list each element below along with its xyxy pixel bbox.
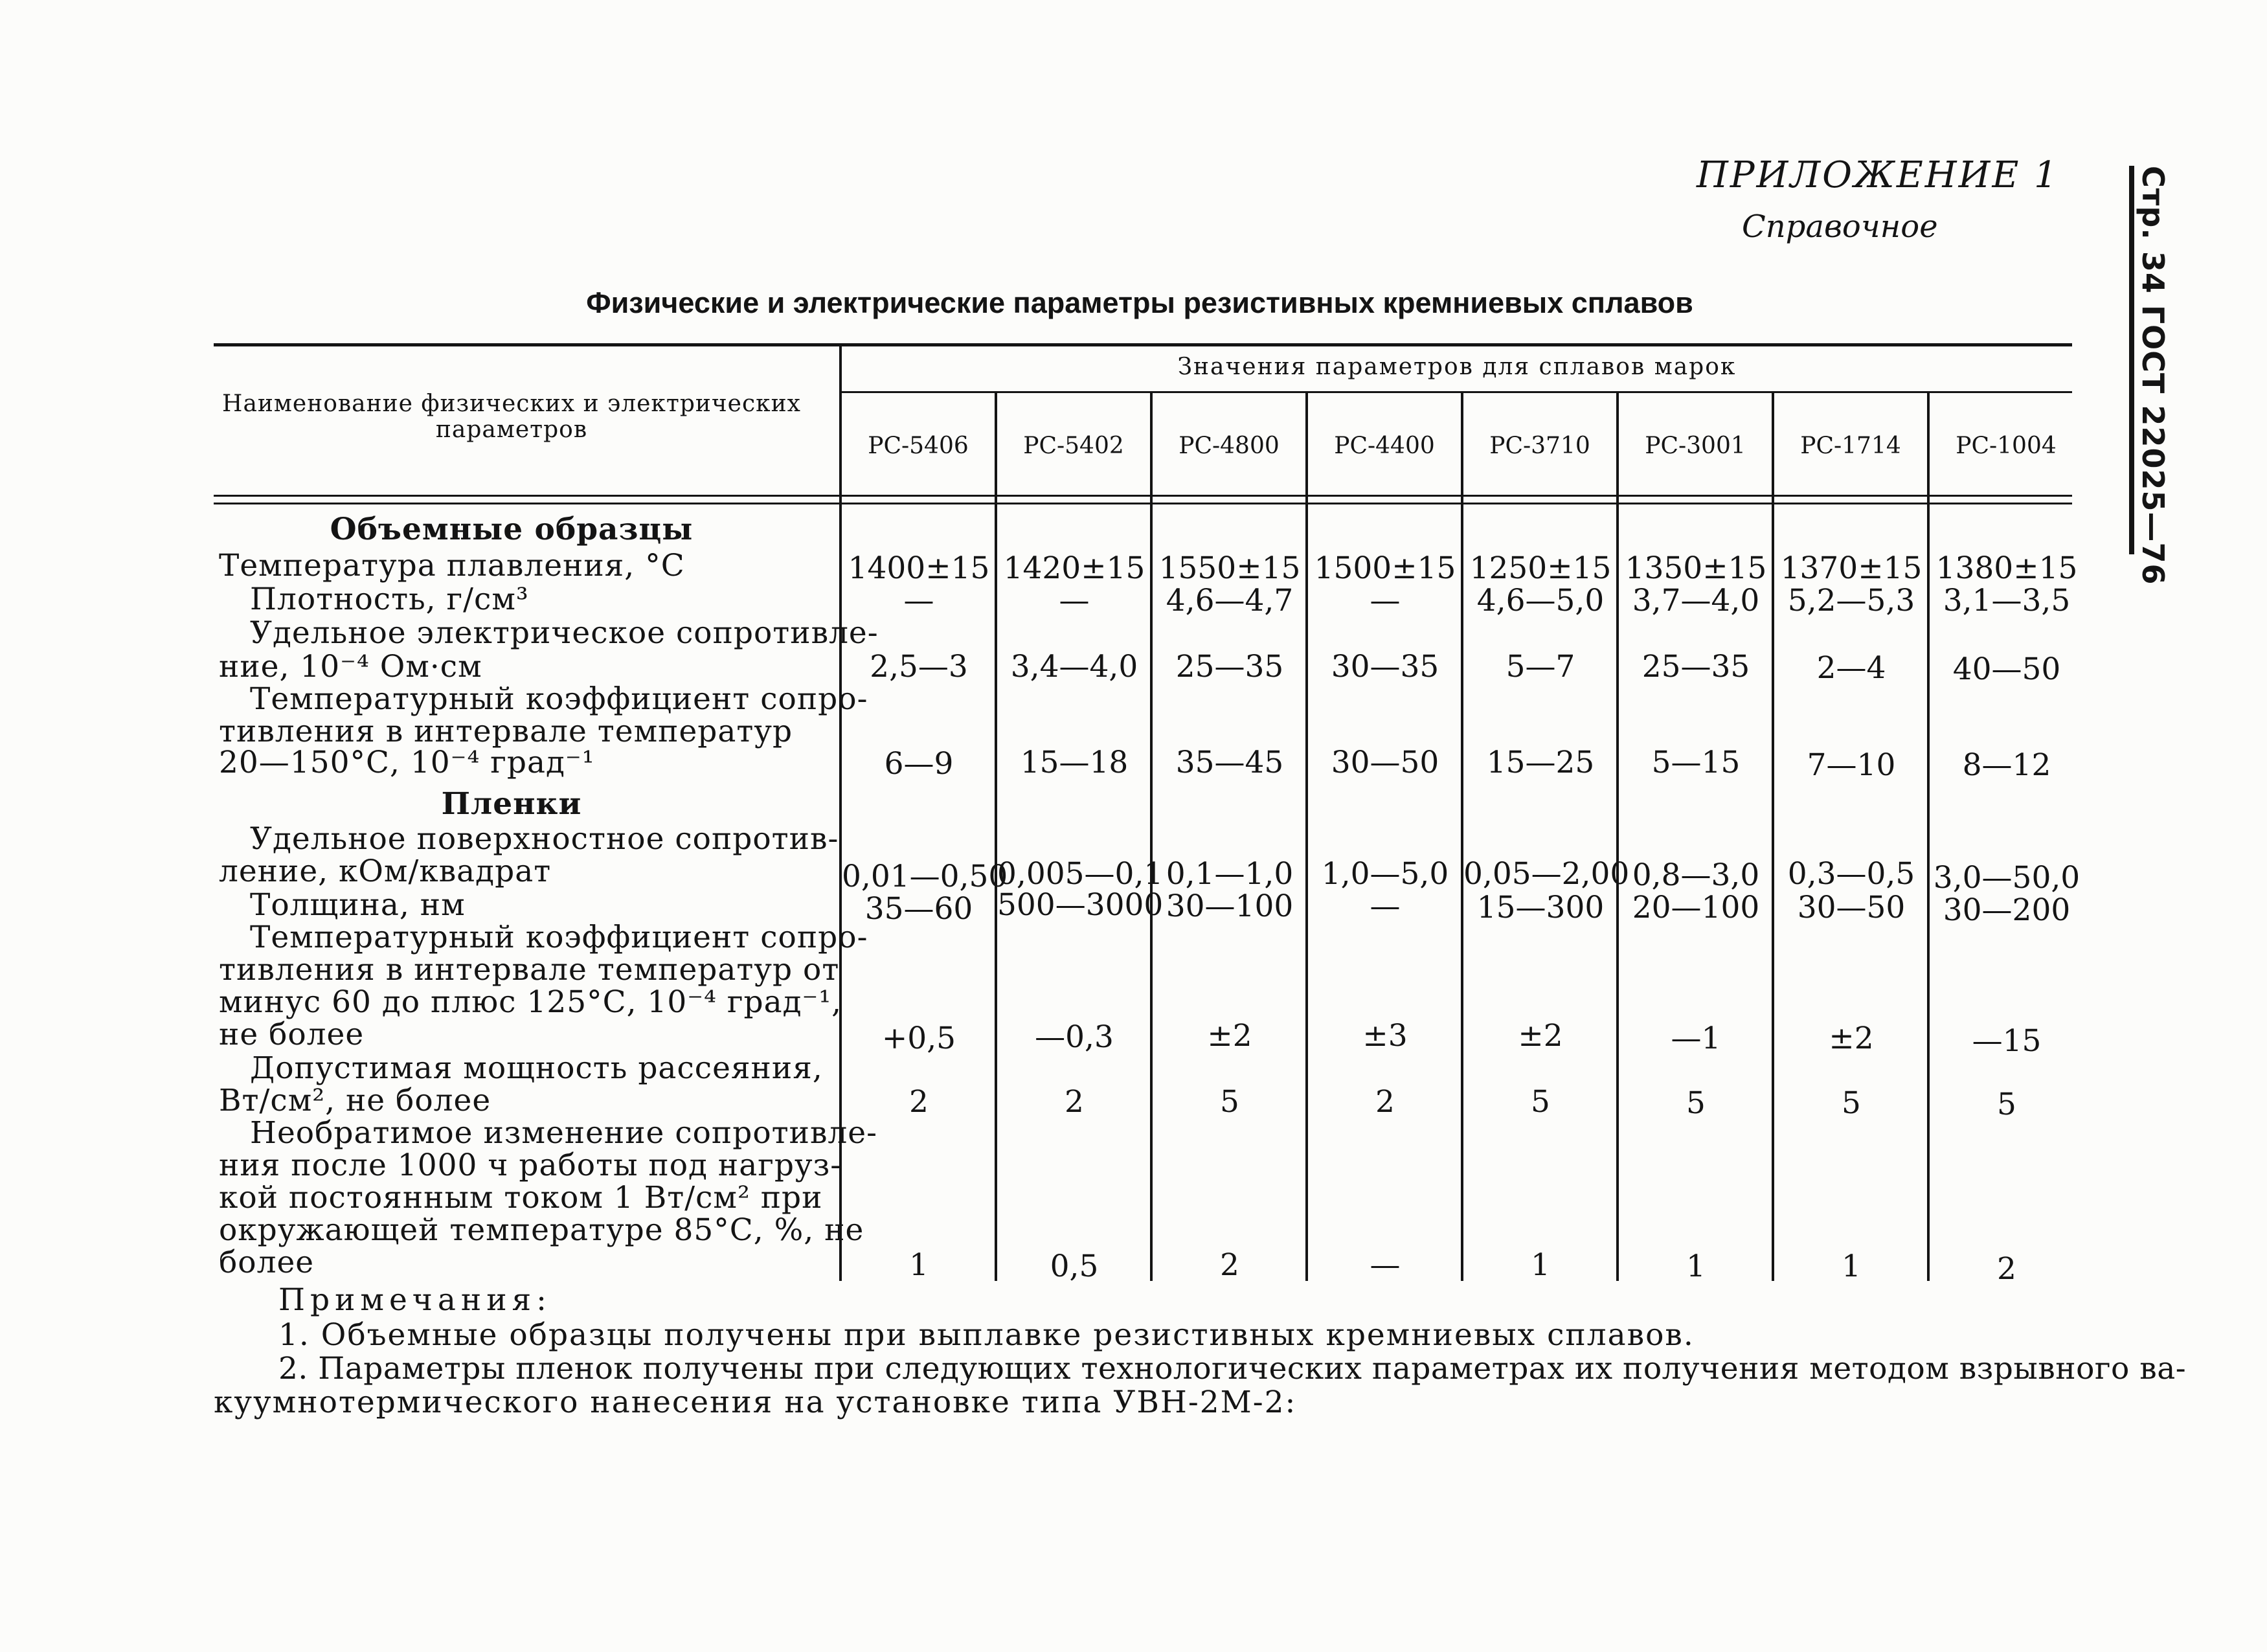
value-cell: 2 (1997, 1251, 2016, 1287)
value-cell: 35—45 (1175, 745, 1284, 780)
value-cell: 40—50 (1952, 651, 2061, 687)
param-label: ние, 10⁻⁴ Ом·см (219, 649, 482, 685)
section-heading-bulk: Объемные образцы (330, 512, 694, 547)
value-cell: 0,3—0,5 (1787, 856, 1915, 892)
header-name-column: Наименование физических и электрических параметров (222, 390, 801, 443)
value-cell: 0,1—1,0 (1166, 856, 1294, 892)
value-cell: 1550±15 (1158, 550, 1301, 586)
value-cell: 1350±15 (1625, 550, 1767, 586)
value-cell: 3,7—4,0 (1632, 583, 1760, 618)
alloy-header: РС-1004 (1956, 433, 2057, 459)
alloy-header: РС-4800 (1179, 433, 1280, 459)
value-cell: 1380±15 (1935, 550, 2078, 586)
value-cell: 30—50 (1797, 890, 1906, 925)
alloy-header: РС-5402 (1023, 433, 1124, 459)
param-label: Удельное электрическое сопротивле- (250, 615, 879, 651)
value-cell: 1 (1531, 1247, 1550, 1283)
value-cell: 1370±15 (1780, 550, 1923, 586)
col-sep (1150, 391, 1153, 1281)
value-cell: ±3 (1362, 1018, 1408, 1054)
value-cell: 5 (1997, 1087, 2016, 1122)
value-cell: 5 (1842, 1085, 1861, 1121)
value-cell: — (1370, 583, 1401, 618)
alloy-header: РС-1714 (1800, 433, 1901, 459)
side-page-label (2130, 166, 2176, 585)
value-cell: 5 (1686, 1085, 1706, 1121)
value-cell: 2 (1065, 1084, 1084, 1120)
value-cell: 1,0—5,0 (1321, 856, 1449, 892)
value-cell: — (1370, 1247, 1401, 1283)
value-cell: 30—100 (1166, 888, 1294, 924)
value-cell: 6—9 (884, 746, 954, 782)
value-cell: 30—50 (1331, 745, 1439, 780)
col-sep (995, 391, 997, 1281)
value-cell: 35—60 (864, 891, 973, 927)
value-cell: —0,3 (1035, 1019, 1114, 1055)
param-label: не более (219, 1017, 365, 1052)
value-cell: 15—25 (1486, 745, 1595, 780)
value-cell: —1 (1671, 1021, 1721, 1056)
param-label: Плотность, г/см³ (250, 582, 529, 617)
value-cell: 0,8—3,0 (1632, 857, 1760, 893)
value-cell: ±2 (1829, 1021, 1874, 1056)
value-cell: 1 (1842, 1249, 1861, 1284)
side-page-label-text: Стр. 34 ГОСТ 22025—76 (2136, 166, 2171, 585)
value-cell: 15—300 (1476, 890, 1605, 925)
value-cell: 3,4—4,0 (1010, 649, 1138, 685)
param-label: Температурный коэффициент сопро- (250, 681, 868, 717)
table-top-rule (214, 343, 2072, 346)
value-cell: — (903, 583, 934, 618)
note-item: 2. Параметры пленок получены при следующих технологических параметрах их получения методом взрывного ва- (278, 1351, 2187, 1386)
value-cell: 4,6—4,7 (1166, 583, 1294, 618)
value-cell: 1500±15 (1314, 550, 1456, 586)
param-label: тивления в интервале температур (219, 714, 793, 749)
col-sep (1927, 391, 1930, 1281)
value-cell: 0,01—0,50 (842, 859, 1008, 894)
value-cell: 0,5 (1050, 1249, 1099, 1284)
alloy-header: РС-4400 (1334, 433, 1435, 459)
header-group-rule (842, 391, 2072, 393)
col-sep (1772, 391, 1774, 1281)
col-sep (1616, 391, 1619, 1281)
alloy-header: РС-3710 (1489, 433, 1590, 459)
header-bottom-rule-1 (214, 495, 2072, 497)
section-heading-films: Пленки (441, 786, 582, 822)
value-cell: 500—3000 (997, 887, 1164, 923)
value-cell: 8—12 (1962, 747, 2051, 783)
header-bottom-rule-2 (214, 503, 2072, 504)
alloy-header: РС-5406 (868, 433, 969, 459)
param-label: Допустимая мощность рассеяния, (250, 1050, 823, 1086)
param-label: минус 60 до плюс 125°С, 10⁻⁴ град⁻¹, (219, 984, 842, 1020)
value-cell: 7—10 (1807, 747, 1896, 783)
value-cell: 30—35 (1331, 649, 1439, 685)
value-cell: 2 (1375, 1084, 1395, 1120)
value-cell: 5 (1531, 1084, 1550, 1120)
alloy-header: РС-3001 (1645, 433, 1746, 459)
value-cell: 1420±15 (1003, 550, 1145, 586)
value-cell: 0,005—0,1 (997, 856, 1164, 892)
param-label: более (219, 1245, 315, 1280)
header-group-label: Значения параметров для сплавов марок (1177, 354, 1737, 380)
value-cell: 3,0—50,0 (1933, 860, 2081, 896)
value-cell: 5—7 (1506, 649, 1575, 685)
param-label: Температура плавления, °С (219, 548, 685, 583)
param-label: окружающей температуре 85°С, %, не (219, 1212, 864, 1248)
value-cell: +0,5 (881, 1021, 956, 1056)
value-cell: 2—4 (1816, 650, 1886, 686)
value-cell: 15—18 (1020, 745, 1129, 780)
value-cell: 20—100 (1632, 890, 1760, 925)
param-label: Вт/см², не более (219, 1083, 491, 1118)
value-cell: — (1059, 583, 1090, 618)
value-cell: 0,05—2,00 (1463, 856, 1630, 892)
param-label: Температурный коэффициент сопро- (250, 920, 868, 955)
value-cell: 5,2—5,3 (1787, 583, 1915, 618)
value-cell: 5—15 (1651, 745, 1741, 780)
value-cell: 5 (1220, 1084, 1239, 1120)
value-cell: 25—35 (1641, 649, 1750, 685)
value-cell: 3,1—3,5 (1943, 583, 2071, 618)
value-cell: 25—35 (1175, 649, 1284, 685)
note-item: 1. Объемные образцы получены при выплавке резистивных кремниевых сплавов. (278, 1317, 1695, 1353)
value-cell: 1400±15 (848, 550, 990, 586)
value-cell: 2,5—3 (870, 649, 968, 685)
param-label: ния после 1000 ч работы под нагруз- (219, 1148, 842, 1183)
value-cell: 2 (1220, 1247, 1239, 1283)
note-item: куумнотермического нанесения на установке типа УВН-2М-2: (214, 1385, 1297, 1420)
value-cell: 2 (909, 1084, 929, 1120)
appendix-subtitle: Справочное (1742, 209, 1938, 245)
param-label: ление, кОм/квадрат (219, 854, 552, 889)
value-cell: 1 (909, 1247, 929, 1283)
value-cell: 30—200 (1943, 892, 2071, 928)
param-label: Толщина, нм (250, 887, 466, 923)
value-cell: ±2 (1207, 1018, 1252, 1054)
col-sep (1461, 391, 1463, 1281)
param-label: тивления в интервале температур от (219, 952, 840, 988)
table-title: Физические и электрические параметры резистивных кремниевых сплавов (586, 286, 1693, 319)
value-cell: ±2 (1518, 1018, 1563, 1054)
value-cell: —15 (1972, 1023, 2042, 1059)
col-sep (1305, 391, 1308, 1281)
param-label: 20—150°С, 10⁻⁴ град⁻¹ (219, 745, 595, 780)
param-label: Необратимое изменение сопротивле- (250, 1115, 877, 1151)
value-cell: 1250±15 (1469, 550, 1612, 586)
notes-heading: Примечания: (278, 1282, 552, 1318)
value-cell: 1 (1686, 1249, 1706, 1284)
appendix-title: ПРИЛОЖЕНИЕ 1 (1697, 154, 2059, 196)
param-label: Удельное поверхностное сопротив- (250, 821, 839, 857)
value-cell: 4,6—5,0 (1476, 583, 1605, 618)
value-cell: — (1370, 888, 1401, 924)
param-label: кой постоянным током 1 Вт/см² при (219, 1180, 823, 1216)
